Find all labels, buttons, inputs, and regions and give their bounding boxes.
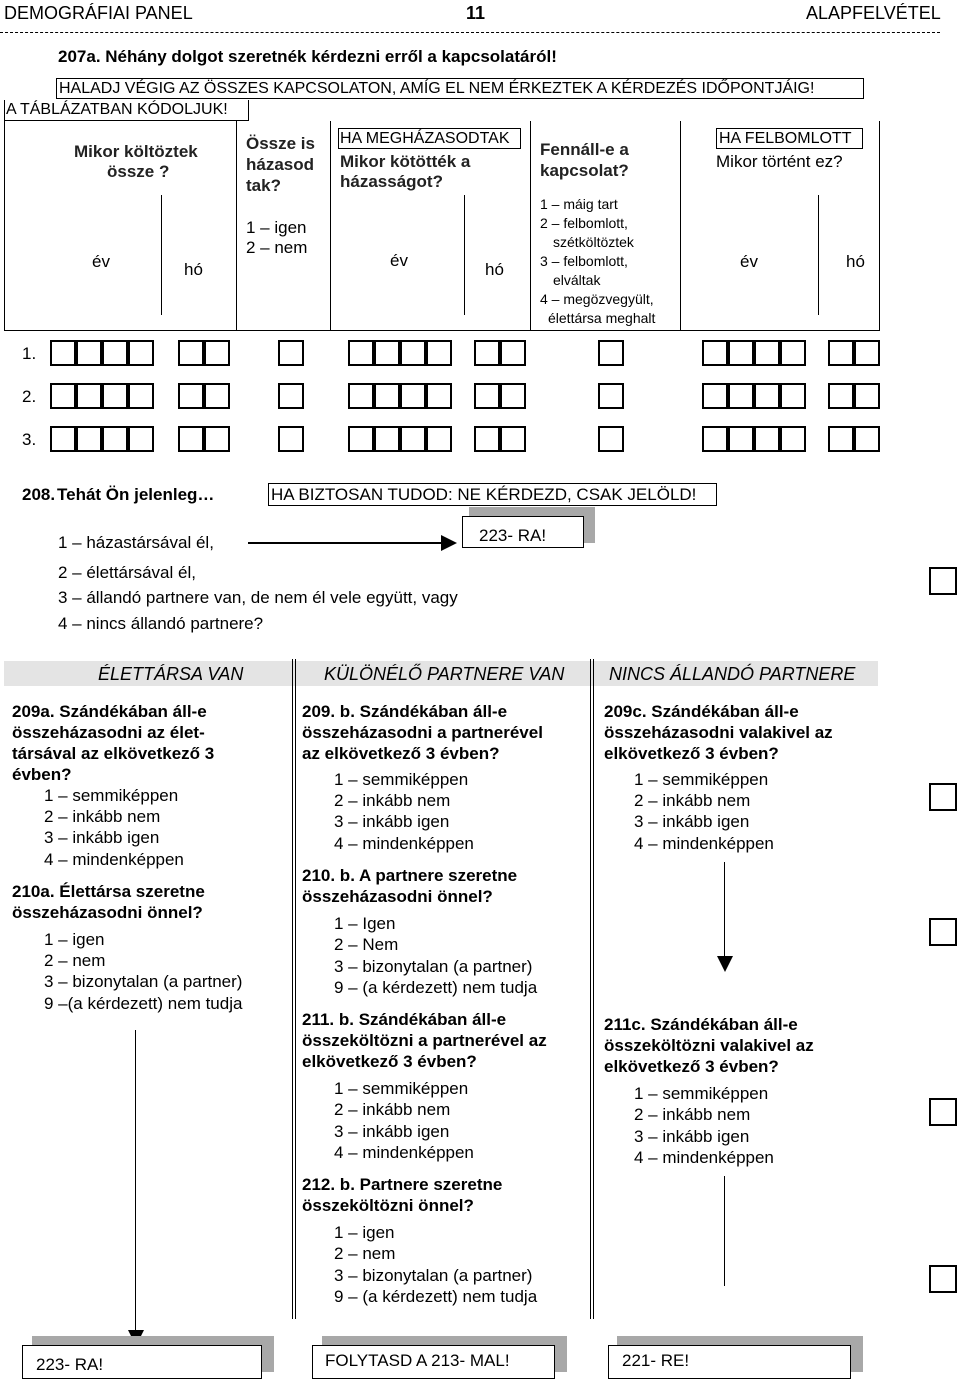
ho-cell-col3-row1[interactable] [500,340,526,366]
q211c-l1: 211c. Szándékában áll-e [604,1015,798,1034]
q211-answer-box[interactable] [929,1098,957,1126]
q209c-l3: elkövetkező 3 évben? [604,744,779,763]
ev-cell-col3-row1[interactable] [400,340,426,366]
column-divider [590,659,591,1319]
q209c-opt: 1 – semmiképpen [634,770,769,789]
q209b-l1: 209. b. Szándékában áll-e [302,702,508,721]
col4-opt: 2 – felbomlott, [540,215,628,231]
col5-header-1: HA FELBOMLOTT [719,130,852,147]
q208-text: Tehát Ön jelenleg… [57,485,215,504]
ev-cell-col1-row2[interactable] [128,383,154,409]
ev-cell-col3-row3[interactable] [374,426,400,452]
col4-opt: szétköltöztek [553,234,634,250]
ho-cell-col1-row1[interactable] [204,340,230,366]
ev-cell-col1-row2[interactable] [102,383,128,409]
col4-header-2: kapcsolat? [540,161,629,180]
ho-cell-col5-row1[interactable] [854,340,880,366]
q208-opt1: 1 – házastársával él, [58,533,214,552]
ev-cell-col5-row3[interactable] [754,426,780,452]
q208-number: 208. [22,485,56,504]
col4-opt: élettársa meghalt [548,310,656,326]
flow-line-a [135,1030,136,1336]
ev-cell-col1-row1[interactable] [102,340,128,366]
q209a-l2: összeházasodni az élet- [12,723,205,742]
status-cell-row3[interactable] [598,426,624,452]
ev-ho-divider [161,195,162,315]
ho-cell-col1-row2[interactable] [178,383,204,409]
ev-cell-col1-row1[interactable] [128,340,154,366]
ho-cell-col3-row3[interactable] [500,426,526,452]
header-right: ALAPFELVÉTEL [806,3,941,23]
q209a-opt: 4 – mindenképpen [44,850,184,869]
q209a-l1: 209a. Szándékában áll-e [12,702,207,721]
footer-a: 223- RA! [36,1355,104,1374]
ev-cell-col5-row1[interactable] [754,340,780,366]
ho-cell-col3-row2[interactable] [474,383,500,409]
col2-opt2: 2 – nem [246,238,308,257]
q210b-opt: 9 – (a kérdezett) nem tudja [334,978,538,997]
ev-cell-col1-row1[interactable] [76,340,102,366]
q209b-l2: összeházasodni a partnerével [302,723,543,742]
arrow-down-icon [717,956,733,972]
ev-cell-col3-row2[interactable] [348,383,374,409]
married-cell-row1[interactable] [278,340,304,366]
ho-cell-col1-row2[interactable] [204,383,230,409]
ev-cell-col5-row1[interactable] [728,340,754,366]
header-left: DEMOGRÁFIAI PANEL [4,3,193,23]
q209c-opt: 3 – inkább igen [634,812,750,831]
ev-ho-divider [818,195,819,315]
col5-header-2: Mikor történt ez? [716,152,843,171]
q209b-opt: 2 – inkább nem [334,791,451,810]
married-cell-row3[interactable] [278,426,304,452]
q210a-opt: 1 – igen [44,930,105,949]
col3-header-3: házasságot? [340,172,443,191]
col5-ho: hó [846,252,865,271]
ev-cell-col3-row3[interactable] [400,426,426,452]
col3-header-2: Mikor kötötték a [340,152,471,171]
col2-header-3: tak? [246,176,281,195]
ho-cell-col5-row3[interactable] [828,426,854,452]
ho-cell-col1-row3[interactable] [178,426,204,452]
flow-line-c [724,862,725,962]
ev-cell-col3-row1[interactable] [374,340,400,366]
col-divider [236,121,237,331]
q209b-opt: 1 – semmiképpen [334,770,469,789]
col-divider [530,121,531,331]
column-header-c: NINCS ÁLLANDÓ PARTNERE [609,664,856,684]
ev-cell-col1-row3[interactable] [128,426,154,452]
col-divider [330,121,331,331]
q208-answer-box[interactable] [929,567,957,595]
q210-answer-box[interactable] [929,918,957,946]
column-header-a: ÉLETTÁRSA VAN [98,664,244,684]
q209a-opt: 1 – semmiképpen [44,786,179,805]
row-label-3: 3. [22,430,37,449]
q211b-opt: 3 – inkább igen [334,1122,450,1141]
ho-cell-col3-row3[interactable] [474,426,500,452]
q210a-opt: 3 – bizonytalan (a partner) [44,972,243,991]
ho-cell-col1-row3[interactable] [204,426,230,452]
ev-cell-col5-row2[interactable] [780,383,806,409]
q211c-opt: 2 – inkább nem [634,1105,751,1124]
ev-cell-col5-row3[interactable] [728,426,754,452]
q207-instruction-1: HALADJ VÉGIG AZ ÖSSZES KAPCSOLATON, AMÍG EL NEM ÉRKEZTEK A KÉRDEZÉS IDŐPONTJÁIG! [59,80,815,97]
q212b-l2: összeköltözni önnel? [302,1196,474,1215]
column-divider [593,659,594,1319]
footer-c: 221- RE! [622,1351,690,1370]
arrow-right-icon [441,535,457,551]
q211b-l2: összeköltözni a partnerével az [302,1031,547,1050]
column-header-b: KÜLÖNÉLŐ PARTNERE VAN [324,664,565,684]
col4-opt: 3 – felbomlott, [540,253,628,269]
q212b-l1: 212. b. Partnere szeretne [302,1175,503,1194]
q212b-opt: 9 – (a kérdezett) nem tudja [334,1287,538,1306]
header-rule [0,32,940,34]
col1-ev: év [92,252,110,271]
col3-ho: hó [485,260,504,279]
ev-cell-col5-row2[interactable] [728,383,754,409]
ev-cell-col5-row1[interactable] [780,340,806,366]
married-cell-row2[interactable] [278,383,304,409]
q211b-l1: 211. b. Szándékában áll-e [302,1010,507,1029]
q210a-opt: 2 – nem [44,951,106,970]
q210b-opt: 3 – bizonytalan (a partner) [334,957,533,976]
col2-header-1: Össze is [246,134,315,153]
ho-cell-col5-row2[interactable] [828,383,854,409]
q209b-opt: 4 – mindenképpen [334,834,474,853]
col5-ev: év [740,252,758,271]
col4-opt: 4 – megözvegyült, [540,291,654,307]
ev-cell-col3-row2[interactable] [400,383,426,409]
col2-opt1: 1 – igen [246,218,307,237]
column-divider [295,659,296,1319]
status-cell-row2[interactable] [598,383,624,409]
ho-cell-col5-row3[interactable] [854,426,880,452]
row-label-2: 2. [22,387,37,406]
ho-cell-col5-row1[interactable] [828,340,854,366]
q211c-opt: 1 – semmiképpen [634,1084,769,1103]
ev-cell-col5-row1[interactable] [702,340,728,366]
ev-cell-col1-row1[interactable] [50,340,76,366]
q212b-opt: 2 – nem [334,1244,396,1263]
page-number: 11 [466,3,486,23]
ev-cell-col3-row1[interactable] [426,340,452,366]
row-label-1: 1. [22,344,37,363]
q212b-opt: 1 – igen [334,1223,395,1242]
col4-opt: 1 – máig tart [540,196,618,212]
col2-header-2: házasod [246,155,315,174]
ev-cell-col5-row3[interactable] [702,426,728,452]
q211b-opt: 4 – mindenképpen [334,1143,474,1162]
ev-cell-col5-row2[interactable] [702,383,728,409]
ho-cell-col3-row2[interactable] [500,383,526,409]
ev-cell-col3-row3[interactable] [426,426,452,452]
q207-instruction-2: A TÁBLÁZATBAN KÓDOLJUK! [6,101,228,118]
q211c-opt: 3 – inkább igen [634,1127,750,1146]
column-divider [292,659,293,1319]
col1-ho: hó [184,260,203,279]
q210b-l1: 210. b. A partnere szeretne [302,866,518,885]
q211b-l3: elkövetkező 3 évben? [302,1052,477,1071]
q209b-l3: az elkövetkező 3 évben? [302,744,500,763]
ev-cell-col5-row2[interactable] [754,383,780,409]
q212-answer-box[interactable] [929,1265,957,1293]
q210a-l2: összeházasodni önnel? [12,903,203,922]
col1-header-2: össze ? [107,162,170,181]
q210a-l1: 210a. Élettársa szeretne [12,882,205,901]
status-cell-row1[interactable] [598,340,624,366]
q208-instruction: HA BIZTOSAN TUDOD: NE KÉRDEZD, CSAK JELÖLD! [271,485,697,504]
q211b-opt: 1 – semmiképpen [334,1079,469,1098]
q209b-opt: 3 – inkább igen [334,812,450,831]
ev-cell-col3-row2[interactable] [374,383,400,409]
q210b-opt: 1 – Igen [334,914,396,933]
q211c-l2: összeköltözni valakivel az [604,1036,814,1055]
flow-line-c2 [724,1176,725,1286]
q209a-l4: évben? [12,765,72,784]
col3-header-1: HA MEGHÁZASODTAK [340,130,510,147]
q209a-opt: 2 – inkább nem [44,807,161,826]
col4-opt: elváltak [553,272,601,288]
q209a-l3: társával az elkövetkező 3 [12,744,215,763]
q209c-opt: 2 – inkább nem [634,791,751,810]
footer-b: FOLYTASD A 213- MAL! [325,1351,510,1370]
col1-header-1: Mikor költöztek [74,142,198,161]
q210a-opt: 9 –(a kérdezett) nem tudja [44,994,243,1013]
ev-cell-col3-row2[interactable] [426,383,452,409]
col3-ev: év [390,251,408,270]
q210b-l2: összeházasodni önnel? [302,887,493,906]
q211c-opt: 4 – mindenképpen [634,1148,774,1167]
q208-opt3: 3 – állandó partnere van, de nem él vele együtt, vagy [58,588,458,607]
ev-cell-col5-row3[interactable] [780,426,806,452]
ho-cell-col1-row1[interactable] [178,340,204,366]
q207-title: 207a. Néhány dolgot szeretnék kérdezni erről a kapcsolatáról! [58,47,557,66]
q209c-l2: összeházasodni valakivel az [604,723,833,742]
ev-cell-col1-row3[interactable] [102,426,128,452]
ho-cell-col3-row1[interactable] [474,340,500,366]
q208-opt4: 4 – nincs állandó partnere? [58,614,264,633]
col4-header-1: Fennáll-e a [540,140,629,159]
q208-opt2: 2 – élettársával él, [58,563,196,582]
ev-cell-col3-row1[interactable] [348,340,374,366]
ev-cell-col1-row2[interactable] [76,383,102,409]
q209c-l1: 209c. Szándékában áll-e [604,702,799,721]
ev-cell-col1-row3[interactable] [50,426,76,452]
ev-cell-col1-row2[interactable] [50,383,76,409]
ev-cell-col3-row3[interactable] [348,426,374,452]
q212b-opt: 3 – bizonytalan (a partner) [334,1266,533,1285]
q209c-opt: 4 – mindenképpen [634,834,774,853]
col-divider [680,121,681,331]
ev-ho-divider [464,195,465,315]
ev-cell-col1-row3[interactable] [76,426,102,452]
q209-answer-box[interactable] [929,783,957,811]
q210b-opt: 2 – Nem [334,935,399,954]
ho-cell-col5-row2[interactable] [854,383,880,409]
q211c-l3: elkövetkező 3 évben? [604,1057,779,1076]
arrow-line [248,542,446,544]
q208-skip: 223- RA! [479,526,547,545]
q209a-opt: 3 – inkább igen [44,828,160,847]
q211b-opt: 2 – inkább nem [334,1100,451,1119]
